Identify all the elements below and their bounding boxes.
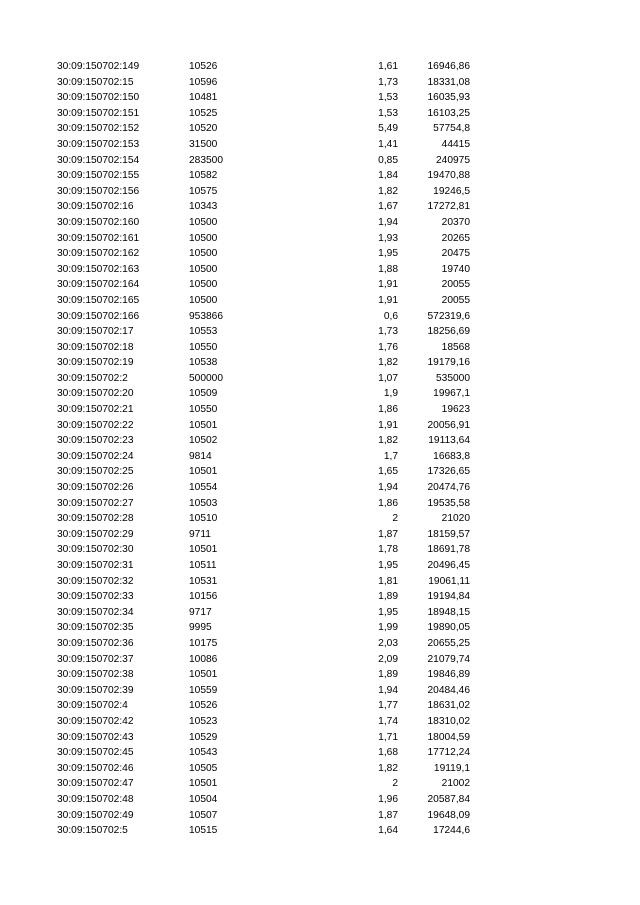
amount-cell: 19061,11 <box>428 575 470 587</box>
amount-cell: 19890,05 <box>427 622 470 634</box>
quantity-cell: 10543 <box>189 747 218 759</box>
quantity-cell: 9995 <box>189 622 212 634</box>
quantity-cell: 10525 <box>189 107 218 119</box>
table-row <box>0 683 640 699</box>
quantity-cell: 10531 <box>189 575 218 587</box>
rate-cell: 1,91 <box>378 419 398 431</box>
table-row <box>0 620 640 636</box>
quantity-cell: 10501 <box>189 419 218 431</box>
parcel-id-cell: 30:09:150702:17 <box>57 326 134 338</box>
parcel-id-cell: 30:09:150702:47 <box>57 778 134 790</box>
data-table <box>0 59 640 839</box>
rate-cell: 1,82 <box>378 435 398 447</box>
rate-cell: 1,41 <box>378 138 398 150</box>
rate-cell: 1,95 <box>378 560 398 571</box>
quantity-cell: 31500 <box>189 138 218 150</box>
table-row <box>0 246 640 262</box>
rate-cell: 1,91 <box>378 279 398 291</box>
parcel-id-cell: 30:09:150702:150 <box>57 92 140 104</box>
amount-cell: 17712,24 <box>427 747 470 759</box>
quantity-cell: 10510 <box>189 513 218 525</box>
quantity-cell: 10501 <box>189 669 218 681</box>
amount-cell: 18568 <box>441 341 470 353</box>
amount-cell: 19740 <box>441 263 470 275</box>
parcel-id-cell: 30:09:150702:32 <box>57 575 134 587</box>
table-row <box>0 527 640 543</box>
table-row <box>0 761 640 777</box>
parcel-id-cell: 30:09:150702:20 <box>57 388 134 400</box>
quantity-cell: 10086 <box>189 653 218 665</box>
quantity-cell: 10501 <box>189 778 218 790</box>
table-row <box>0 309 640 325</box>
parcel-id-cell: 30:09:150702:153 <box>57 138 140 150</box>
amount-cell: 19179,16 <box>427 357 470 369</box>
quantity-cell: 10500 <box>189 232 218 244</box>
amount-cell: 19648,09 <box>427 809 470 821</box>
amount-cell: 19194,84 <box>427 591 470 603</box>
amount-cell: 19967,1 <box>433 388 470 400</box>
amount-cell: 21002 <box>441 778 470 790</box>
table-row <box>0 745 640 761</box>
table-row <box>0 449 640 465</box>
parcel-id-cell: 30:09:150702:23 <box>57 435 134 447</box>
quantity-cell: 10523 <box>189 715 218 727</box>
amount-cell: 20265 <box>441 232 470 244</box>
table-row <box>0 75 640 91</box>
amount-cell: 20496,45 <box>427 560 470 571</box>
parcel-id-cell: 30:09:150702:35 <box>57 622 134 634</box>
amount-cell: 20055 <box>441 279 470 291</box>
parcel-id-cell: 30:09:150702:24 <box>57 450 134 462</box>
rate-cell: 1,73 <box>378 326 398 338</box>
rate-cell: 1,95 <box>378 248 398 260</box>
rate-cell: 1,07 <box>378 372 398 384</box>
rate-cell: 1,67 <box>378 201 398 213</box>
table-row <box>0 558 640 574</box>
amount-cell: 16683,8 <box>433 450 470 462</box>
table-row <box>0 464 640 480</box>
table-row <box>0 714 640 730</box>
amount-cell: 17272,81 <box>427 201 470 213</box>
table-row <box>0 262 640 278</box>
table-row <box>0 636 640 652</box>
parcel-id-cell: 30:09:150702:160 <box>57 216 140 228</box>
quantity-cell: 10505 <box>189 762 218 774</box>
rate-cell: 1,74 <box>378 715 398 727</box>
quantity-cell: 9717 <box>189 606 212 618</box>
rate-cell: 1,86 <box>378 404 398 416</box>
amount-cell: 19113,64 <box>428 435 470 447</box>
parcel-id-cell: 30:09:150702:155 <box>57 170 140 182</box>
quantity-cell: 283500 <box>189 154 223 166</box>
table-row <box>0 808 640 824</box>
rate-cell: 1,68 <box>378 747 398 759</box>
rate-cell: 2,09 <box>378 653 398 665</box>
parcel-id-cell: 30:09:150702:39 <box>57 684 134 696</box>
amount-cell: 17244,6 <box>433 825 470 837</box>
table-row <box>0 355 640 371</box>
table-row <box>0 496 640 512</box>
amount-cell: 20370 <box>441 216 470 228</box>
quantity-cell: 10529 <box>189 731 218 743</box>
table-row <box>0 667 640 683</box>
quantity-cell: 10481 <box>189 92 218 104</box>
rate-cell: 1,94 <box>378 216 398 228</box>
parcel-id-cell: 30:09:150702:156 <box>57 185 140 197</box>
amount-cell: 57754,8 <box>433 123 470 135</box>
amount-cell: 18948,15 <box>427 606 470 618</box>
parcel-id-cell: 30:09:150702:29 <box>57 528 134 540</box>
amount-cell: 19246,5 <box>433 185 470 197</box>
rate-cell: 1,82 <box>378 357 398 369</box>
quantity-cell: 10501 <box>189 544 218 556</box>
rate-cell: 1,88 <box>378 263 398 275</box>
quantity-cell: 10554 <box>189 482 218 494</box>
quantity-cell: 10504 <box>189 793 218 805</box>
table-row <box>0 698 640 714</box>
parcel-id-cell: 30:09:150702:154 <box>57 154 140 166</box>
table-row <box>0 121 640 137</box>
amount-cell: 19846,89 <box>427 669 470 681</box>
quantity-cell: 10550 <box>189 341 218 353</box>
amount-cell: 20484,46 <box>427 684 470 696</box>
quantity-cell: 10520 <box>189 123 218 135</box>
amount-cell: 18256,69 <box>427 326 470 338</box>
table-row <box>0 652 640 668</box>
table-row <box>0 776 640 792</box>
parcel-id-cell: 30:09:150702:22 <box>57 419 134 431</box>
quantity-cell: 10526 <box>189 700 218 712</box>
amount-cell: 19535,58 <box>427 497 470 509</box>
parcel-id-cell: 30:09:150702:164 <box>57 279 140 291</box>
table-row <box>0 589 640 605</box>
parcel-id-cell: 30:09:150702:42 <box>57 715 134 727</box>
parcel-id-cell: 30:09:150702:36 <box>57 637 134 649</box>
quantity-cell: 953866 <box>189 310 223 322</box>
rate-cell: 1,94 <box>378 684 398 696</box>
parcel-id-cell: 30:09:150702:45 <box>57 747 134 759</box>
rate-cell: 1,78 <box>378 544 398 556</box>
table-row <box>0 324 640 340</box>
parcel-id-cell: 30:09:150702:19 <box>57 357 134 369</box>
rate-cell: 1,82 <box>378 762 398 774</box>
quantity-cell: 10509 <box>189 388 218 400</box>
amount-cell: 16103,25 <box>427 107 470 119</box>
table-row <box>0 59 640 75</box>
quantity-cell: 10500 <box>189 216 218 228</box>
parcel-id-cell: 30:09:150702:5 <box>57 825 128 837</box>
rate-cell: 1,9 <box>383 388 398 400</box>
parcel-id-cell: 30:09:150702:2 <box>57 372 128 384</box>
parcel-id-cell: 30:09:150702:163 <box>57 263 140 275</box>
table-row <box>0 153 640 169</box>
rate-cell: 1,7 <box>383 450 398 462</box>
quantity-cell: 10575 <box>189 185 218 197</box>
quantity-cell: 10596 <box>189 76 218 88</box>
table-row <box>0 293 640 309</box>
amount-cell: 18004,59 <box>427 731 470 743</box>
parcel-id-cell: 30:09:150702:26 <box>57 482 134 494</box>
rate-cell: 5,49 <box>378 123 398 135</box>
quantity-cell: 10550 <box>189 404 218 416</box>
parcel-id-cell: 30:09:150702:18 <box>57 341 134 353</box>
parcel-id-cell: 30:09:150702:38 <box>57 669 134 681</box>
amount-cell: 20655,25 <box>427 637 470 649</box>
quantity-cell: 10526 <box>189 61 218 72</box>
table-row <box>0 90 640 106</box>
rate-cell: 1,91 <box>378 294 398 306</box>
amount-cell: 19470,88 <box>427 170 470 182</box>
parcel-id-cell: 30:09:150702:152 <box>57 123 140 135</box>
quantity-cell: 10559 <box>189 684 218 696</box>
parcel-id-cell: 30:09:150702:166 <box>57 310 140 322</box>
quantity-cell: 9711 <box>189 528 211 540</box>
rate-cell: 1,53 <box>378 92 398 104</box>
table-row <box>0 215 640 231</box>
quantity-cell: 10500 <box>189 294 218 306</box>
parcel-id-cell: 30:09:150702:30 <box>57 544 134 556</box>
parcel-id-cell: 30:09:150702:165 <box>57 294 140 306</box>
rate-cell: 1,93 <box>378 232 398 244</box>
amount-cell: 20587,84 <box>427 793 470 805</box>
amount-cell: 20474,76 <box>427 482 470 494</box>
rate-cell: 1,65 <box>378 466 398 478</box>
rate-cell: 1,99 <box>378 622 398 634</box>
table-row <box>0 542 640 558</box>
amount-cell: 18631,02 <box>427 700 470 712</box>
rate-cell: 1,89 <box>378 591 398 603</box>
quantity-cell: 10343 <box>189 201 218 213</box>
amount-cell: 19623 <box>441 404 470 416</box>
table-row <box>0 511 640 527</box>
rate-cell: 1,61 <box>378 61 398 72</box>
table-row <box>0 106 640 122</box>
parcel-id-cell: 30:09:150702:161 <box>57 232 140 244</box>
parcel-id-cell: 30:09:150702:162 <box>57 248 140 260</box>
rate-cell: 2,03 <box>378 637 398 649</box>
parcel-id-cell: 30:09:150702:16 <box>57 201 134 213</box>
rate-cell: 1,87 <box>378 528 398 540</box>
parcel-id-cell: 30:09:150702:49 <box>57 809 134 821</box>
rate-cell: 1,77 <box>378 700 398 712</box>
parcel-id-cell: 30:09:150702:27 <box>57 497 134 509</box>
table-row <box>0 402 640 418</box>
parcel-id-cell: 30:09:150702:4 <box>57 700 128 712</box>
table-row <box>0 730 640 746</box>
parcel-id-cell: 30:09:150702:151 <box>57 107 140 119</box>
rate-cell: 1,76 <box>378 341 398 353</box>
parcel-id-cell: 30:09:150702:25 <box>57 466 134 478</box>
table-row <box>0 168 640 184</box>
quantity-cell: 10538 <box>189 357 218 369</box>
table-row <box>0 574 640 590</box>
rate-cell: 1,84 <box>378 170 398 182</box>
amount-cell: 18331,08 <box>427 76 470 88</box>
quantity-cell: 10503 <box>189 497 218 509</box>
quantity-cell: 500000 <box>189 372 223 384</box>
rate-cell: 1,95 <box>378 606 398 618</box>
amount-cell: 20055 <box>441 294 470 306</box>
table-row <box>0 231 640 247</box>
parcel-id-cell: 30:09:150702:33 <box>57 591 134 603</box>
rate-cell: 1,53 <box>378 107 398 119</box>
table-row <box>0 371 640 387</box>
quantity-cell: 10156 <box>189 591 218 603</box>
amount-cell: 21079,74 <box>427 653 470 665</box>
table-row <box>0 184 640 200</box>
parcel-id-cell: 30:09:150702:48 <box>57 793 134 805</box>
parcel-id-cell: 30:09:150702:28 <box>57 513 134 525</box>
quantity-cell: 10511 <box>189 560 217 571</box>
amount-cell: 18310,02 <box>427 715 470 727</box>
parcel-id-cell: 30:09:150702:15 <box>57 76 134 88</box>
parcel-id-cell: 30:09:150702:37 <box>57 653 134 665</box>
rate-cell: 0,6 <box>383 310 398 322</box>
rate-cell: 1,71 <box>378 731 398 743</box>
table-row <box>0 386 640 402</box>
rate-cell: 2 <box>392 778 398 790</box>
quantity-cell: 10553 <box>189 326 218 338</box>
amount-cell: 16035,93 <box>427 92 470 104</box>
amount-cell: 21020 <box>441 513 470 525</box>
quantity-cell: 10500 <box>189 248 218 260</box>
amount-cell: 18159,57 <box>427 528 470 540</box>
rate-cell: 0,85 <box>378 154 398 166</box>
parcel-id-cell: 30:09:150702:43 <box>57 731 134 743</box>
quantity-cell: 10502 <box>189 435 218 447</box>
amount-cell: 572319,6 <box>427 310 470 322</box>
amount-cell: 18691,78 <box>427 544 470 556</box>
rate-cell: 1,86 <box>378 497 398 509</box>
table-row <box>0 823 640 839</box>
amount-cell: 19119,1 <box>433 762 470 774</box>
table-row <box>0 605 640 621</box>
table-row <box>0 199 640 215</box>
quantity-cell: 10500 <box>189 263 218 275</box>
amount-cell: 16946,86 <box>427 61 470 72</box>
quantity-cell: 10507 <box>189 809 218 821</box>
table-row <box>0 137 640 153</box>
rate-cell: 1,82 <box>378 185 398 197</box>
amount-cell: 44415 <box>441 138 470 150</box>
parcel-id-cell: 30:09:150702:21 <box>57 404 134 416</box>
rate-cell: 1,94 <box>378 482 398 494</box>
rate-cell: 2 <box>392 513 398 525</box>
quantity-cell: 9814 <box>189 450 212 462</box>
rate-cell: 1,96 <box>378 793 398 805</box>
parcel-id-cell: 30:09:150702:149 <box>57 61 140 72</box>
parcel-id-cell: 30:09:150702:34 <box>57 606 134 618</box>
amount-cell: 240975 <box>436 154 470 166</box>
rate-cell: 1,64 <box>378 825 398 837</box>
amount-cell: 17326,65 <box>427 466 470 478</box>
table-row <box>0 792 640 808</box>
table-row <box>0 418 640 434</box>
table-row <box>0 277 640 293</box>
table-row <box>0 433 640 449</box>
quantity-cell: 10515 <box>189 825 218 837</box>
table-row <box>0 480 640 496</box>
amount-cell: 20475 <box>441 248 470 260</box>
rate-cell: 1,81 <box>378 575 398 587</box>
parcel-id-cell: 30:09:150702:46 <box>57 762 134 774</box>
amount-cell: 20056,91 <box>427 419 470 431</box>
rate-cell: 1,87 <box>378 809 398 821</box>
quantity-cell: 10582 <box>189 170 218 182</box>
amount-cell: 535000 <box>436 372 470 384</box>
quantity-cell: 10175 <box>189 637 218 649</box>
table-row <box>0 340 640 356</box>
quantity-cell: 10501 <box>189 466 218 478</box>
rate-cell: 1,89 <box>378 669 398 681</box>
quantity-cell: 10500 <box>189 279 218 291</box>
parcel-id-cell: 30:09:150702:31 <box>57 560 134 571</box>
rate-cell: 1,73 <box>378 76 398 88</box>
